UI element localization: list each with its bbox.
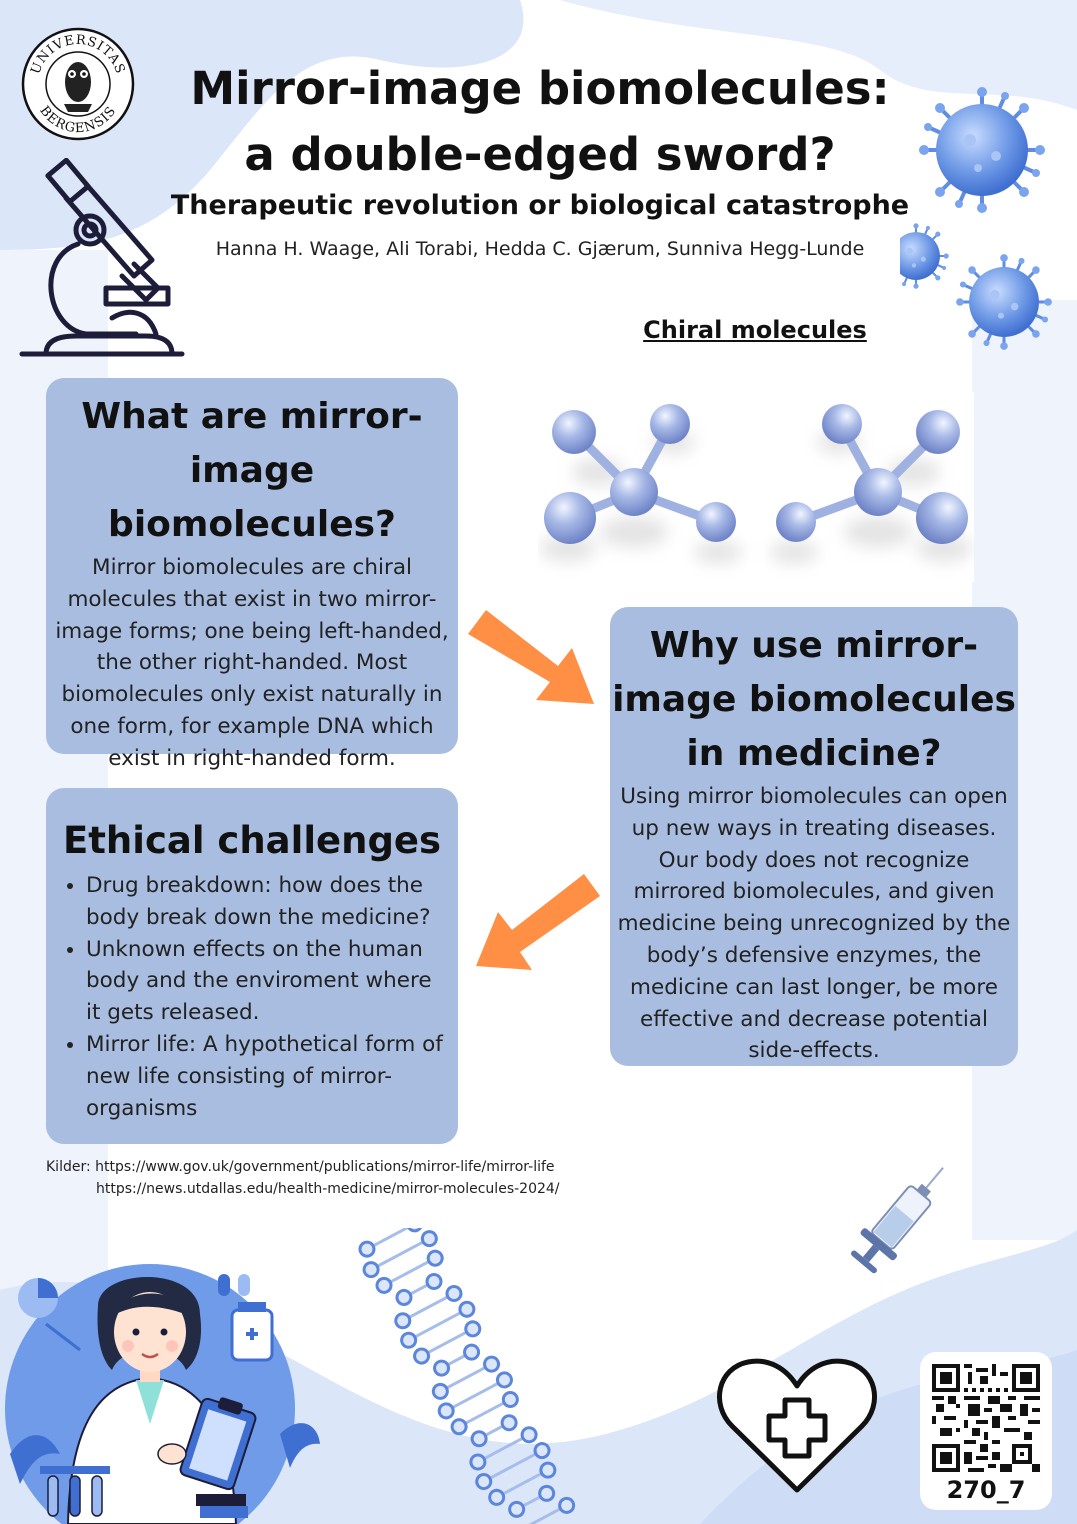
heading-line: image biomolecules? [108,450,396,545]
ethical-challenges-list [46,870,458,1124]
heading-line: What are mirror- [81,396,423,437]
qr-code-icon[interactable] [932,1364,1040,1472]
poster-subtitle: Therapeutic revolution or biological catastrophe [170,190,910,221]
university-seal-icon [20,26,136,142]
heading-line: image biomolecules [612,679,1016,720]
arrow-icon [470,870,606,976]
source-link[interactable]: Kilder: https://www.gov.uk/government/publications/mirror-life/mirror-life [46,1159,555,1175]
sources [46,1156,646,1200]
heading-line: in medicine? [686,733,942,774]
ethical-challenges-section [46,788,458,1144]
heading-line: Why use mirror- [649,625,979,666]
seal-top-text: UNIVERSITAS [28,32,128,77]
title-line-1: Mirror-image biomolecules: [190,62,890,115]
poster-title [130,56,950,188]
heart-cross-icon [712,1352,882,1498]
what-are-section [46,378,458,771]
what-are-heading [46,378,458,552]
syringe-icon [838,1160,962,1278]
list-item: • Mirror life: A hypothetical form of new life consisting of mirror-organisms [86,1029,450,1124]
chiral-molecules-illustration [538,392,974,582]
virus-icon [956,254,1052,350]
chiral-molecules-label: Chiral molecules [643,316,867,344]
doctor-illustration [0,1254,320,1524]
arrow-icon [462,604,602,708]
seal-bottom-text: BERGENSIS [36,103,120,137]
poster-id-label: 270_7 [946,1476,1026,1504]
dna-icon [340,1228,590,1524]
source-link[interactable]: https://news.utdallas.edu/health-medicine/mirror-molecules-2024/ [96,1181,560,1197]
why-use-heading [610,607,1018,781]
test-tube-rack-icon [40,1466,110,1516]
ethical-challenges-heading: Ethical challenges [62,819,442,862]
author-list: Hanna H. Waage, Ali Torabi, Hedda C. Gjærum, Sunniva Hegg-Lunde [215,238,865,260]
why-use-section [610,607,1018,1066]
why-use-body: Using mirror biomolecules can open up new ways in treating diseases. Our body does not recognize mirrored biomolecules, and given medicine being unrecognized by the body’s defensive enzymes, the medicine can last longer, be more effective and decrease potential side-effects. [617,784,1011,1064]
list-item: • Drug breakdown: how does the body break down the medicine? [86,870,450,934]
what-are-body: Mirror biomolecules are chiral molecules that exist in two mirror-image forms; one being left-handed, the other right-handed. Most biomolecules only exist naturally in one form, for example DNA which exist in right-handed form. [55,555,449,771]
title-line-2: a double-edged sword? [244,128,836,181]
list-item: • Unknown effects on the human body and the enviroment where it gets released. [86,934,450,1029]
